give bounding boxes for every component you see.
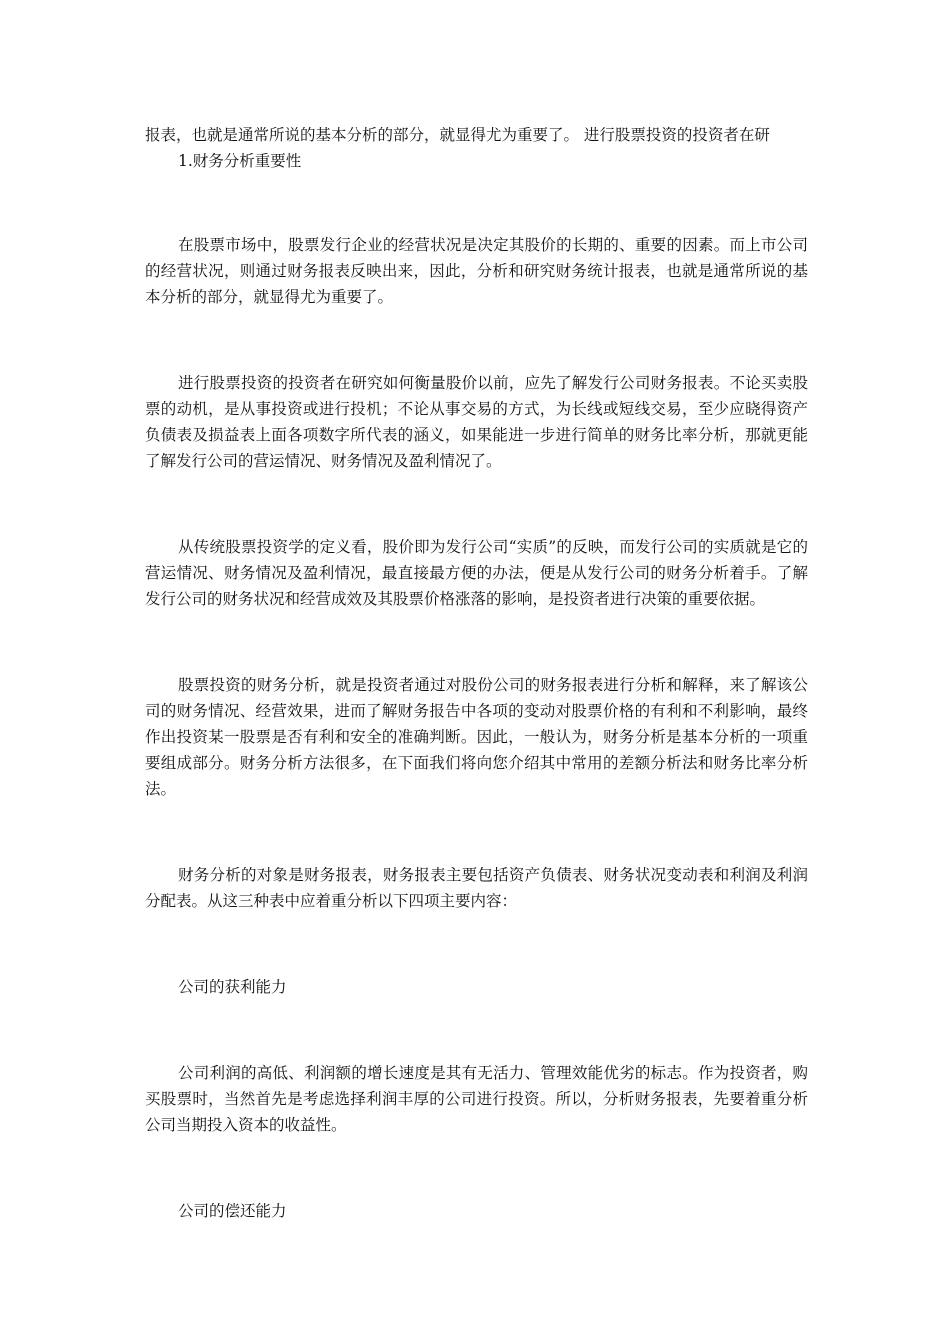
paragraph-2: 进行股票投资的投资者在研究如何衡量股价以前，应先了解发行公司财务报表。不论买卖股票的动机，是从事投资或进行投机；不论从事交易的方式，为长线或短线交易，至少应晓得资产负债表及损益表上面各项数字所代表的涵义，如果能进一步进行简单的财务比率分析，那就更能了解发行公司的营运情况、财务情况及盈利情况了。	[145, 374, 808, 470]
intro-fragment: 报表，也就是通常所说的基本分析的部分，就显得尤为重要了。 进行股票投资的投资者在研	[145, 126, 770, 144]
subheading-profitability: 公司的获利能力	[178, 978, 287, 996]
section-heading: 1.财务分析重要性	[178, 152, 302, 170]
paragraph-1: 在股票市场中，股票发行企业的经营状况是决定其股价的长期的、重要的因素。而上市公司的经营状况，则通过财务报表反映出来，因此，分析和研究财务统计报表，也就是通常所说的基本分析的部分，就显得尤为重要了。	[145, 236, 808, 306]
paragraph-5: 财务分析的对象是财务报表，财务报表主要包括资产负债表、财务状况变动表和利润及利润分配表。从这三种表中应着重分析以下四项主要内容：	[145, 866, 808, 910]
profitability-paragraph: 公司利润的高低、利润额的增长速度是其有无活力、管理效能优劣的标志。作为投资者，购买股票时，当然首先是考虑选择利润丰厚的公司进行投资。所以，分析财务报表，先要着重分析公司当期投入资本的收益性。	[145, 1064, 808, 1134]
document-body	[145, 122, 808, 1224]
paragraph-4: 股票投资的财务分析，就是投资者通过对股份公司的财务报表进行分析和解释，来了解该公司的财务情况、经营效果，进而了解财务报告中各项的变动对股票价格的有利和不利影响，最终作出投资某一股票是否有利和安全的准确判断。因此，一般认为，财务分析是基本分析的一项重要组成部分。财务分析方法很多，在下面我们将向您介绍其中常用的差额分析法和财务比率分析法。	[145, 676, 808, 798]
paragraph-3: 从传统股票投资学的定义看，股价即为发行公司“实质”的反映，而发行公司的实质就是它的营运情况、财务情况及盈利情况，最直接最方便的办法，便是从发行公司的财务分析着手。了解发行公司的财务状况和经营成效及其股票价格涨落的影响，是投资者进行决策的重要依据。	[145, 538, 808, 608]
subheading-solvency: 公司的偿还能力	[178, 1202, 287, 1220]
